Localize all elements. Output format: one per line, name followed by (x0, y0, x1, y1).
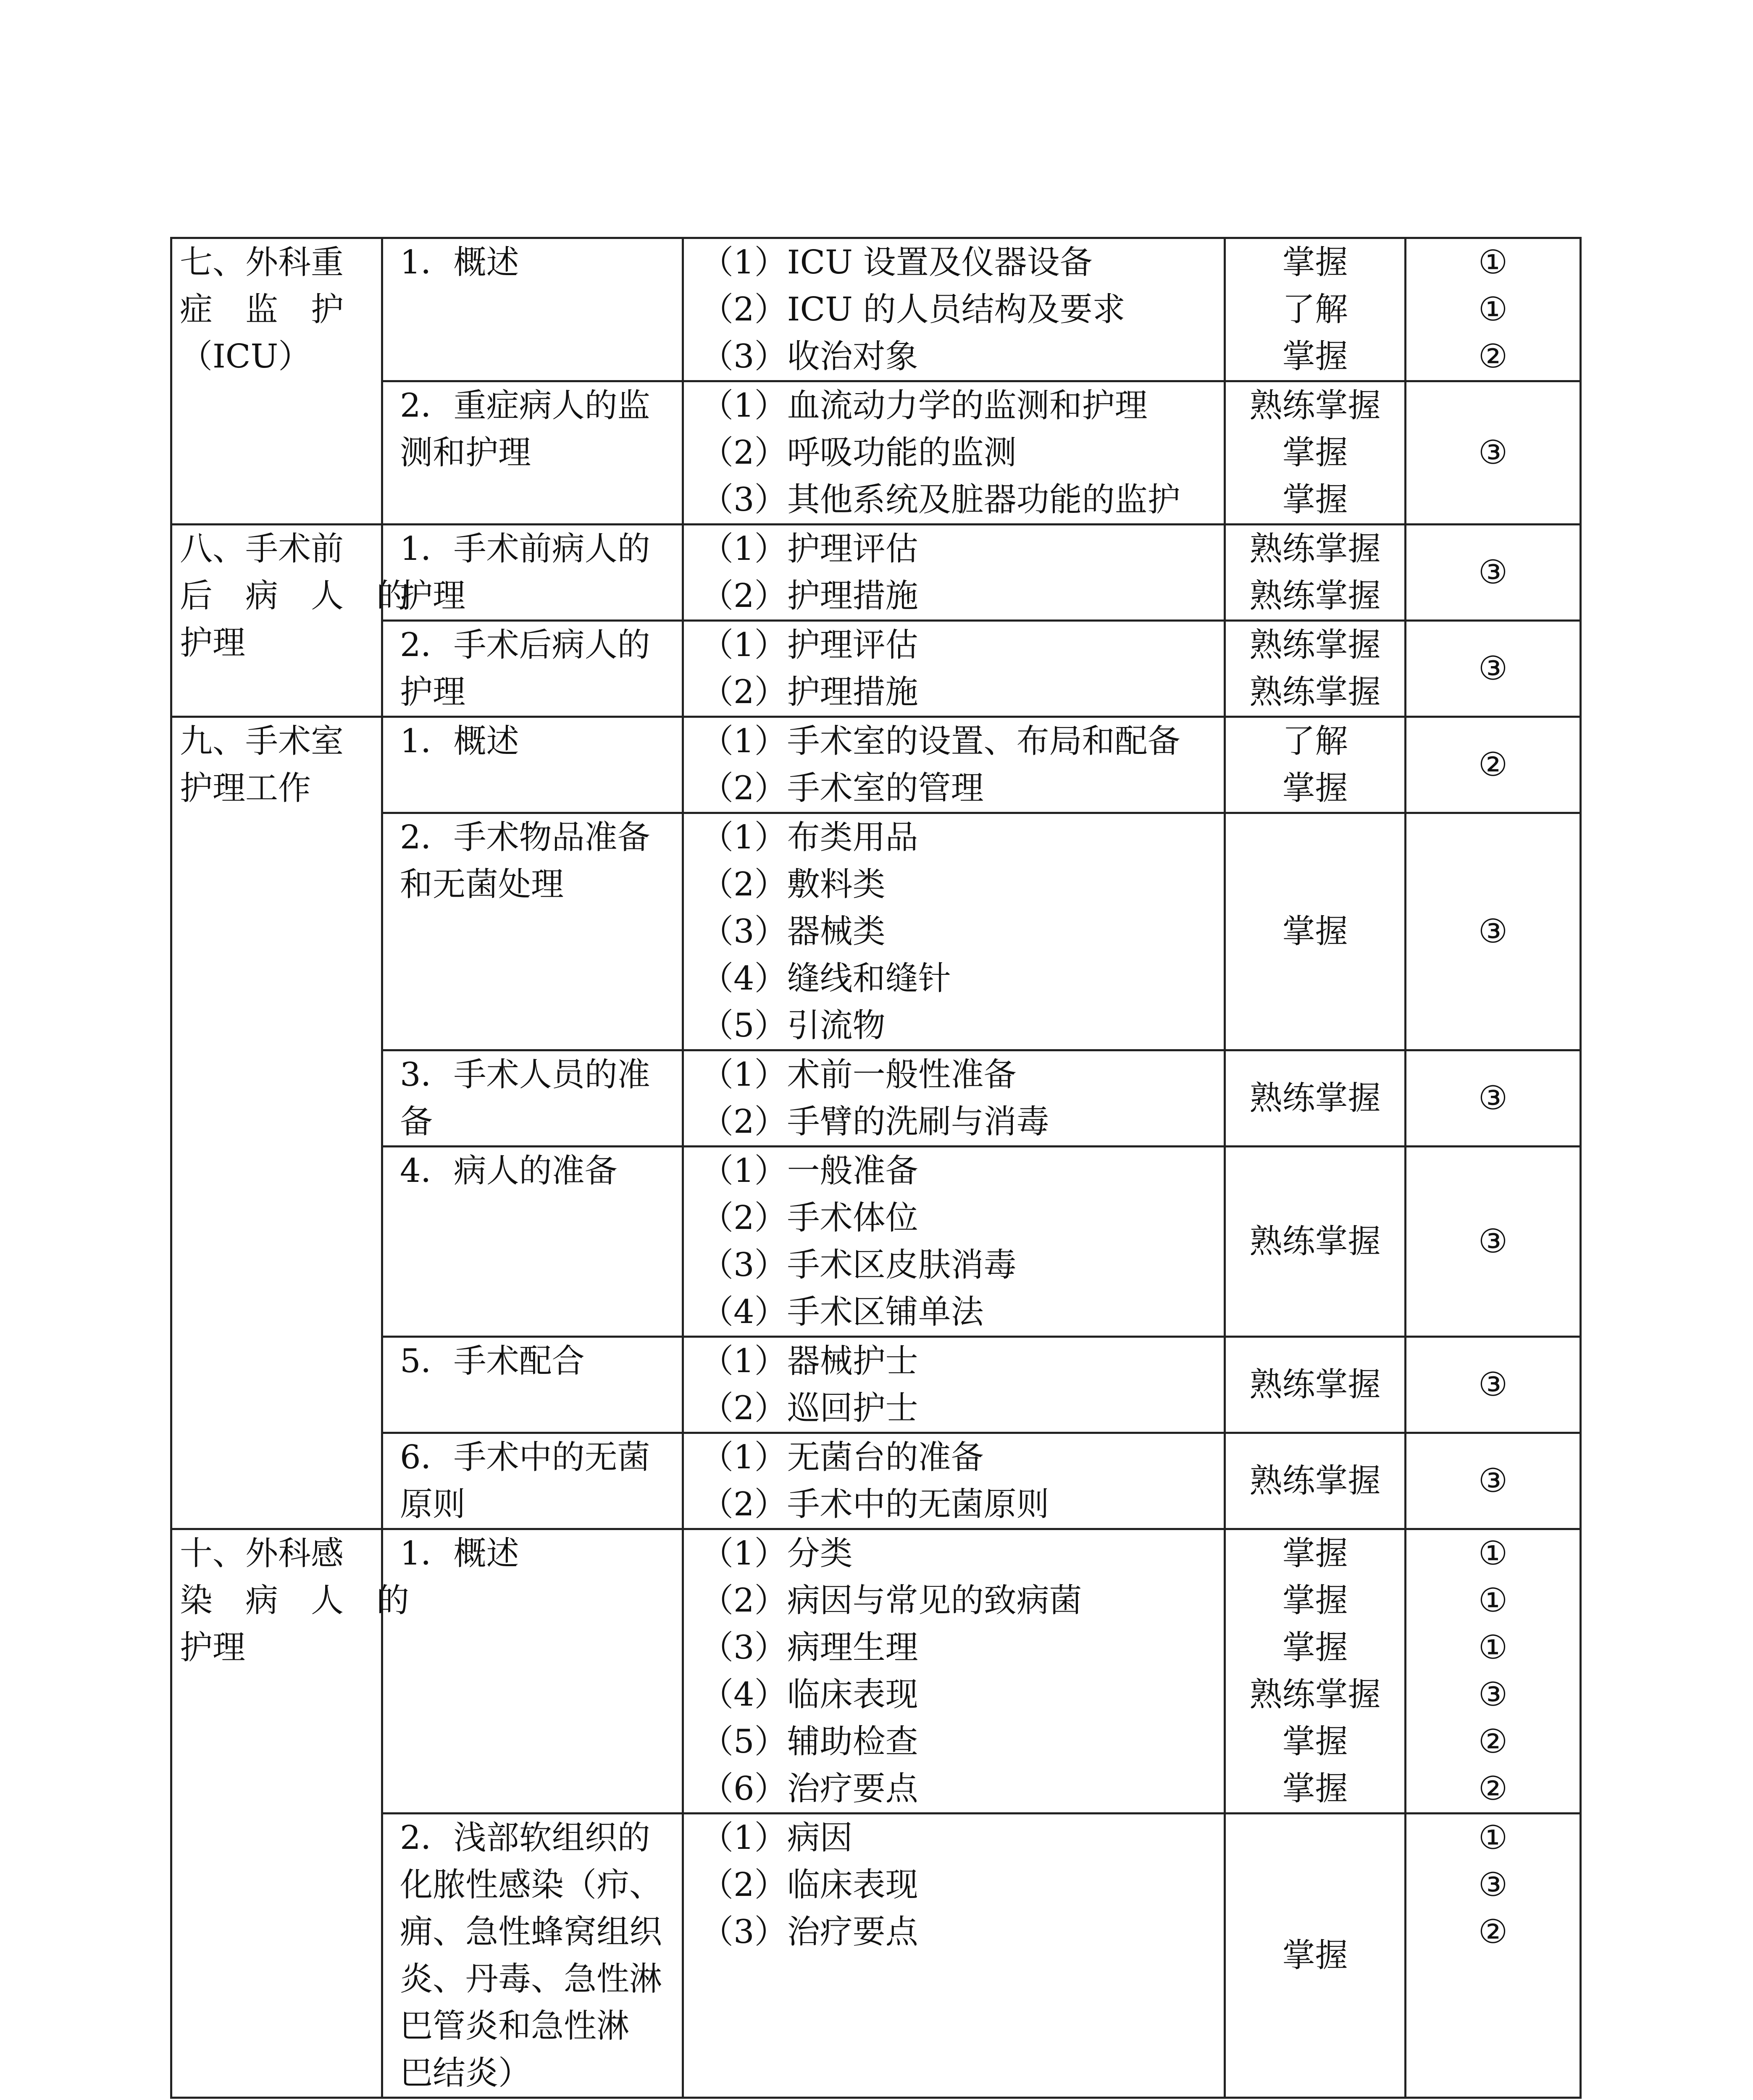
topic-title-line: 4．病人的准备 (400, 1152, 618, 1190)
content-item: （2）手臂的洗刷与消毒 (701, 1103, 1049, 1141)
level-code-cell (1406, 1147, 1581, 1337)
content-item: （2）护理措施 (701, 673, 918, 711)
requirement-level: 熟练掌握 (1249, 1079, 1381, 1117)
topic-cell (382, 1147, 683, 1337)
content-item: （3）器械类 (701, 913, 886, 950)
content-item: （5）辅助检查 (701, 1723, 918, 1761)
topic-title-line: 2．浅部软组织的 (400, 1819, 650, 1857)
content-item: （2）护理措施 (701, 577, 918, 615)
topic-cell (382, 813, 683, 1050)
content-items-cell (683, 525, 1225, 621)
topic-title-line: 炎、丹毒、急性淋 (400, 1960, 662, 1998)
requirement-level-cell (1225, 525, 1406, 621)
requirement-level: 熟练掌握 (1249, 1462, 1381, 1500)
table-row (171, 1433, 1581, 1529)
level-code-cell (1406, 1050, 1581, 1147)
level-code: ① (1478, 244, 1508, 281)
content-item: （2）ICU 的人员结构及要求 (701, 291, 1125, 328)
content-item: （2）呼吸功能的监测 (701, 434, 1017, 472)
topic-title-line: 2．手术后病人的 (400, 626, 650, 664)
topic-cell (382, 1814, 683, 2098)
content-item: （3）手术区皮肤消毒 (701, 1246, 1017, 1284)
content-item: （1）病因 (701, 1819, 853, 1857)
level-code-cell (1406, 525, 1581, 621)
requirement-level: 掌握 (1282, 769, 1348, 807)
content-item: （4）缝线和缝针 (701, 960, 951, 998)
section-title-line: 染 病 人 的 (180, 1582, 410, 1620)
level-code: ② (1478, 1723, 1508, 1761)
table-row (171, 525, 1581, 621)
requirement-level-cell (1225, 381, 1406, 525)
requirement-level: 熟练掌握 (1249, 626, 1381, 664)
requirement-level: 熟练掌握 (1249, 673, 1381, 711)
topic-title-line: 1．概述 (400, 722, 519, 760)
topic-cell (382, 1433, 683, 1529)
topic-title-line: 5．手术配合 (400, 1342, 585, 1380)
section-title-line: 护理 (180, 1629, 246, 1667)
requirement-level-cell (1225, 1050, 1406, 1147)
topic-title-line: 化脓性感染（疖、 (400, 1866, 662, 1904)
requirement-level: 了解 (1282, 291, 1348, 328)
section-title-line: 护理工作 (180, 769, 311, 807)
requirement-level-cell (1225, 1337, 1406, 1433)
level-code-cell (1406, 1814, 1581, 2098)
content-item: （2）病因与常见的致病菌 (701, 1582, 1082, 1620)
topic-cell (382, 717, 683, 813)
section-title-line: 七、外科重 (180, 244, 344, 281)
topic-cell (382, 525, 683, 621)
level-code-cell (1406, 813, 1581, 1050)
topic-cell (382, 238, 683, 381)
topic-title-line: 备 (400, 1103, 433, 1141)
topic-cell (382, 1337, 683, 1433)
section-title-line: 护理 (180, 624, 246, 662)
content-item: （2）手术体位 (701, 1199, 918, 1237)
topic-title-line: 巴结炎） (400, 2054, 531, 2092)
level-code: ① (1478, 1819, 1508, 1857)
topic-title-line: 2．重症病人的监 (400, 387, 650, 425)
section-title-line: 九、手术室 (180, 722, 344, 760)
content-item: （1）器械护士 (701, 1342, 918, 1380)
requirement-level-cell (1225, 1529, 1406, 1814)
topic-cell (382, 1529, 683, 1814)
content-item: （1）护理评估 (701, 530, 918, 568)
level-code: ② (1478, 1770, 1508, 1808)
content-items-cell (683, 1337, 1225, 1433)
table-row (171, 238, 1581, 381)
table-body (171, 238, 1581, 2098)
level-code: ③ (1478, 1366, 1508, 1404)
content-item: （3）收治对象 (701, 338, 918, 375)
level-code: ③ (1478, 1866, 1508, 1904)
content-item: （1）手术室的设置、布局和配备 (701, 722, 1180, 760)
table-row (171, 1050, 1581, 1147)
requirement-level: 掌握 (1282, 1937, 1348, 1974)
section-title-line: （ICU） (180, 338, 311, 375)
requirement-level-cell (1225, 621, 1406, 717)
topic-cell (382, 381, 683, 525)
requirement-level: 熟练掌握 (1249, 530, 1381, 568)
topic-title-line: 巴管炎和急性淋 (400, 2007, 630, 2045)
requirement-level-cell (1225, 717, 1406, 813)
level-code: ① (1478, 1629, 1508, 1667)
table-row (171, 1814, 1581, 2098)
requirement-level: 掌握 (1282, 1723, 1348, 1761)
requirement-level-cell (1225, 813, 1406, 1050)
requirement-level-cell (1225, 1814, 1406, 2098)
section-title-cell (171, 1529, 410, 2098)
requirement-level: 熟练掌握 (1249, 1676, 1381, 1714)
topic-title-line: 1．概述 (400, 1535, 519, 1572)
content-items-cell (683, 813, 1225, 1050)
requirement-level-cell (1225, 1147, 1406, 1337)
level-code: ② (1478, 338, 1508, 375)
section-title-cell (171, 238, 382, 525)
level-code-cell (1406, 717, 1581, 813)
level-code: ③ (1478, 554, 1508, 591)
section-title-line: 后 病 人 的 (180, 577, 410, 615)
content-item: （3）治疗要点 (701, 1913, 918, 1951)
requirement-level: 掌握 (1282, 338, 1348, 375)
requirement-level-cell (1225, 1433, 1406, 1529)
level-code: ③ (1478, 1462, 1508, 1500)
requirement-level: 掌握 (1282, 1535, 1348, 1572)
content-item: （1）分类 (701, 1535, 853, 1572)
content-item: （1）护理评估 (701, 626, 918, 664)
topic-cell (382, 1050, 683, 1147)
topic-title-line: 1．手术前病人的 (400, 530, 650, 568)
table-row (171, 1529, 1581, 1814)
content-item: （5）引流物 (701, 1007, 886, 1045)
requirement-level: 掌握 (1282, 434, 1348, 472)
requirement-level: 掌握 (1282, 1582, 1348, 1620)
table-row (171, 1147, 1581, 1337)
content-item: （3）其他系统及脏器功能的监护 (701, 481, 1180, 519)
requirement-level-cell (1225, 238, 1406, 381)
table-row (171, 381, 1581, 525)
content-item: （3）病理生理 (701, 1629, 918, 1667)
content-item: （2）手术中的无菌原则 (701, 1486, 1049, 1523)
topic-title-line: 1．概述 (400, 244, 519, 281)
syllabus-table (170, 237, 1582, 2099)
level-code: ② (1478, 746, 1508, 784)
section-title-line: 症 监 护 (180, 291, 344, 328)
topic-title-line: 3．手术人员的准 (400, 1056, 650, 1094)
content-item: （2）巡回护士 (701, 1389, 918, 1427)
content-items-cell (683, 238, 1225, 381)
content-items-cell (683, 1050, 1225, 1147)
content-item: （4）手术区铺单法 (701, 1293, 984, 1331)
topic-title-line: 2．手术物品准备 (400, 819, 650, 856)
level-code-cell (1406, 1337, 1581, 1433)
content-items-cell (683, 1147, 1225, 1337)
content-item: （1）术前一般性准备 (701, 1056, 1017, 1094)
content-item: （1）血流动力学的监测和护理 (701, 387, 1148, 425)
content-item: （1）一般准备 (701, 1152, 918, 1190)
topic-title-line: 护理 (400, 673, 466, 711)
content-item: （1）布类用品 (701, 819, 918, 856)
level-code: ③ (1478, 650, 1508, 688)
requirement-level: 熟练掌握 (1249, 577, 1381, 615)
table-row (171, 1337, 1581, 1433)
content-item: （2）敷料类 (701, 866, 886, 903)
content-item: （4）临床表现 (701, 1676, 918, 1714)
topic-title-line: 原则 (400, 1486, 466, 1523)
table-row (171, 621, 1581, 717)
content-items-cell (683, 1433, 1225, 1529)
level-code-cell (1406, 1433, 1581, 1529)
section-title-line: 八、手术前 (180, 530, 344, 568)
content-items-cell (683, 1814, 1225, 2098)
level-code: ① (1478, 291, 1508, 328)
requirement-level: 掌握 (1282, 244, 1348, 281)
level-code: ③ (1478, 1079, 1508, 1117)
requirement-level: 熟练掌握 (1249, 1366, 1381, 1404)
requirement-level: 掌握 (1282, 1629, 1348, 1667)
level-code-cell (1406, 238, 1581, 381)
topic-title-line: 护理 (400, 577, 466, 615)
level-code-cell (1406, 381, 1581, 525)
section-title-cell (171, 525, 410, 717)
topic-cell (382, 621, 683, 717)
requirement-level: 了解 (1282, 722, 1348, 760)
section-title-line: 十、外科感 (180, 1535, 344, 1572)
table-row (171, 717, 1581, 813)
content-items-cell (683, 717, 1225, 813)
level-code: ① (1478, 1582, 1508, 1620)
content-item: （1）ICU 设置及仪器设备 (701, 244, 1093, 281)
topic-title-line: 和无菌处理 (400, 866, 564, 903)
table-row (171, 813, 1581, 1050)
level-code: ③ (1478, 913, 1508, 950)
topic-title-line: 6．手术中的无菌 (400, 1438, 650, 1476)
level-code: ③ (1478, 1676, 1508, 1714)
content-item: （2）手术室的管理 (701, 769, 984, 807)
level-code: ① (1478, 1535, 1508, 1572)
level-code: ③ (1478, 434, 1508, 472)
level-code: ③ (1478, 1223, 1508, 1260)
content-items-cell (683, 621, 1225, 717)
requirement-level: 掌握 (1282, 481, 1348, 519)
level-code: ② (1478, 1913, 1508, 1951)
section-title-cell (171, 717, 382, 1529)
topic-title-line: 痈、急性蜂窝组织 (400, 1913, 662, 1951)
level-code-cell (1406, 1529, 1581, 1814)
requirement-level: 熟练掌握 (1249, 387, 1381, 425)
content-item: （2）临床表现 (701, 1866, 918, 1904)
requirement-level: 掌握 (1282, 1770, 1348, 1808)
content-items-cell (683, 381, 1225, 525)
topic-title-line: 测和护理 (400, 434, 531, 472)
level-code-cell (1406, 621, 1581, 717)
requirement-level: 熟练掌握 (1249, 1223, 1381, 1260)
content-item: （1）无菌台的准备 (701, 1438, 984, 1476)
content-item: （6）治疗要点 (701, 1770, 918, 1808)
requirement-level: 掌握 (1282, 913, 1348, 950)
content-items-cell (683, 1529, 1225, 1814)
